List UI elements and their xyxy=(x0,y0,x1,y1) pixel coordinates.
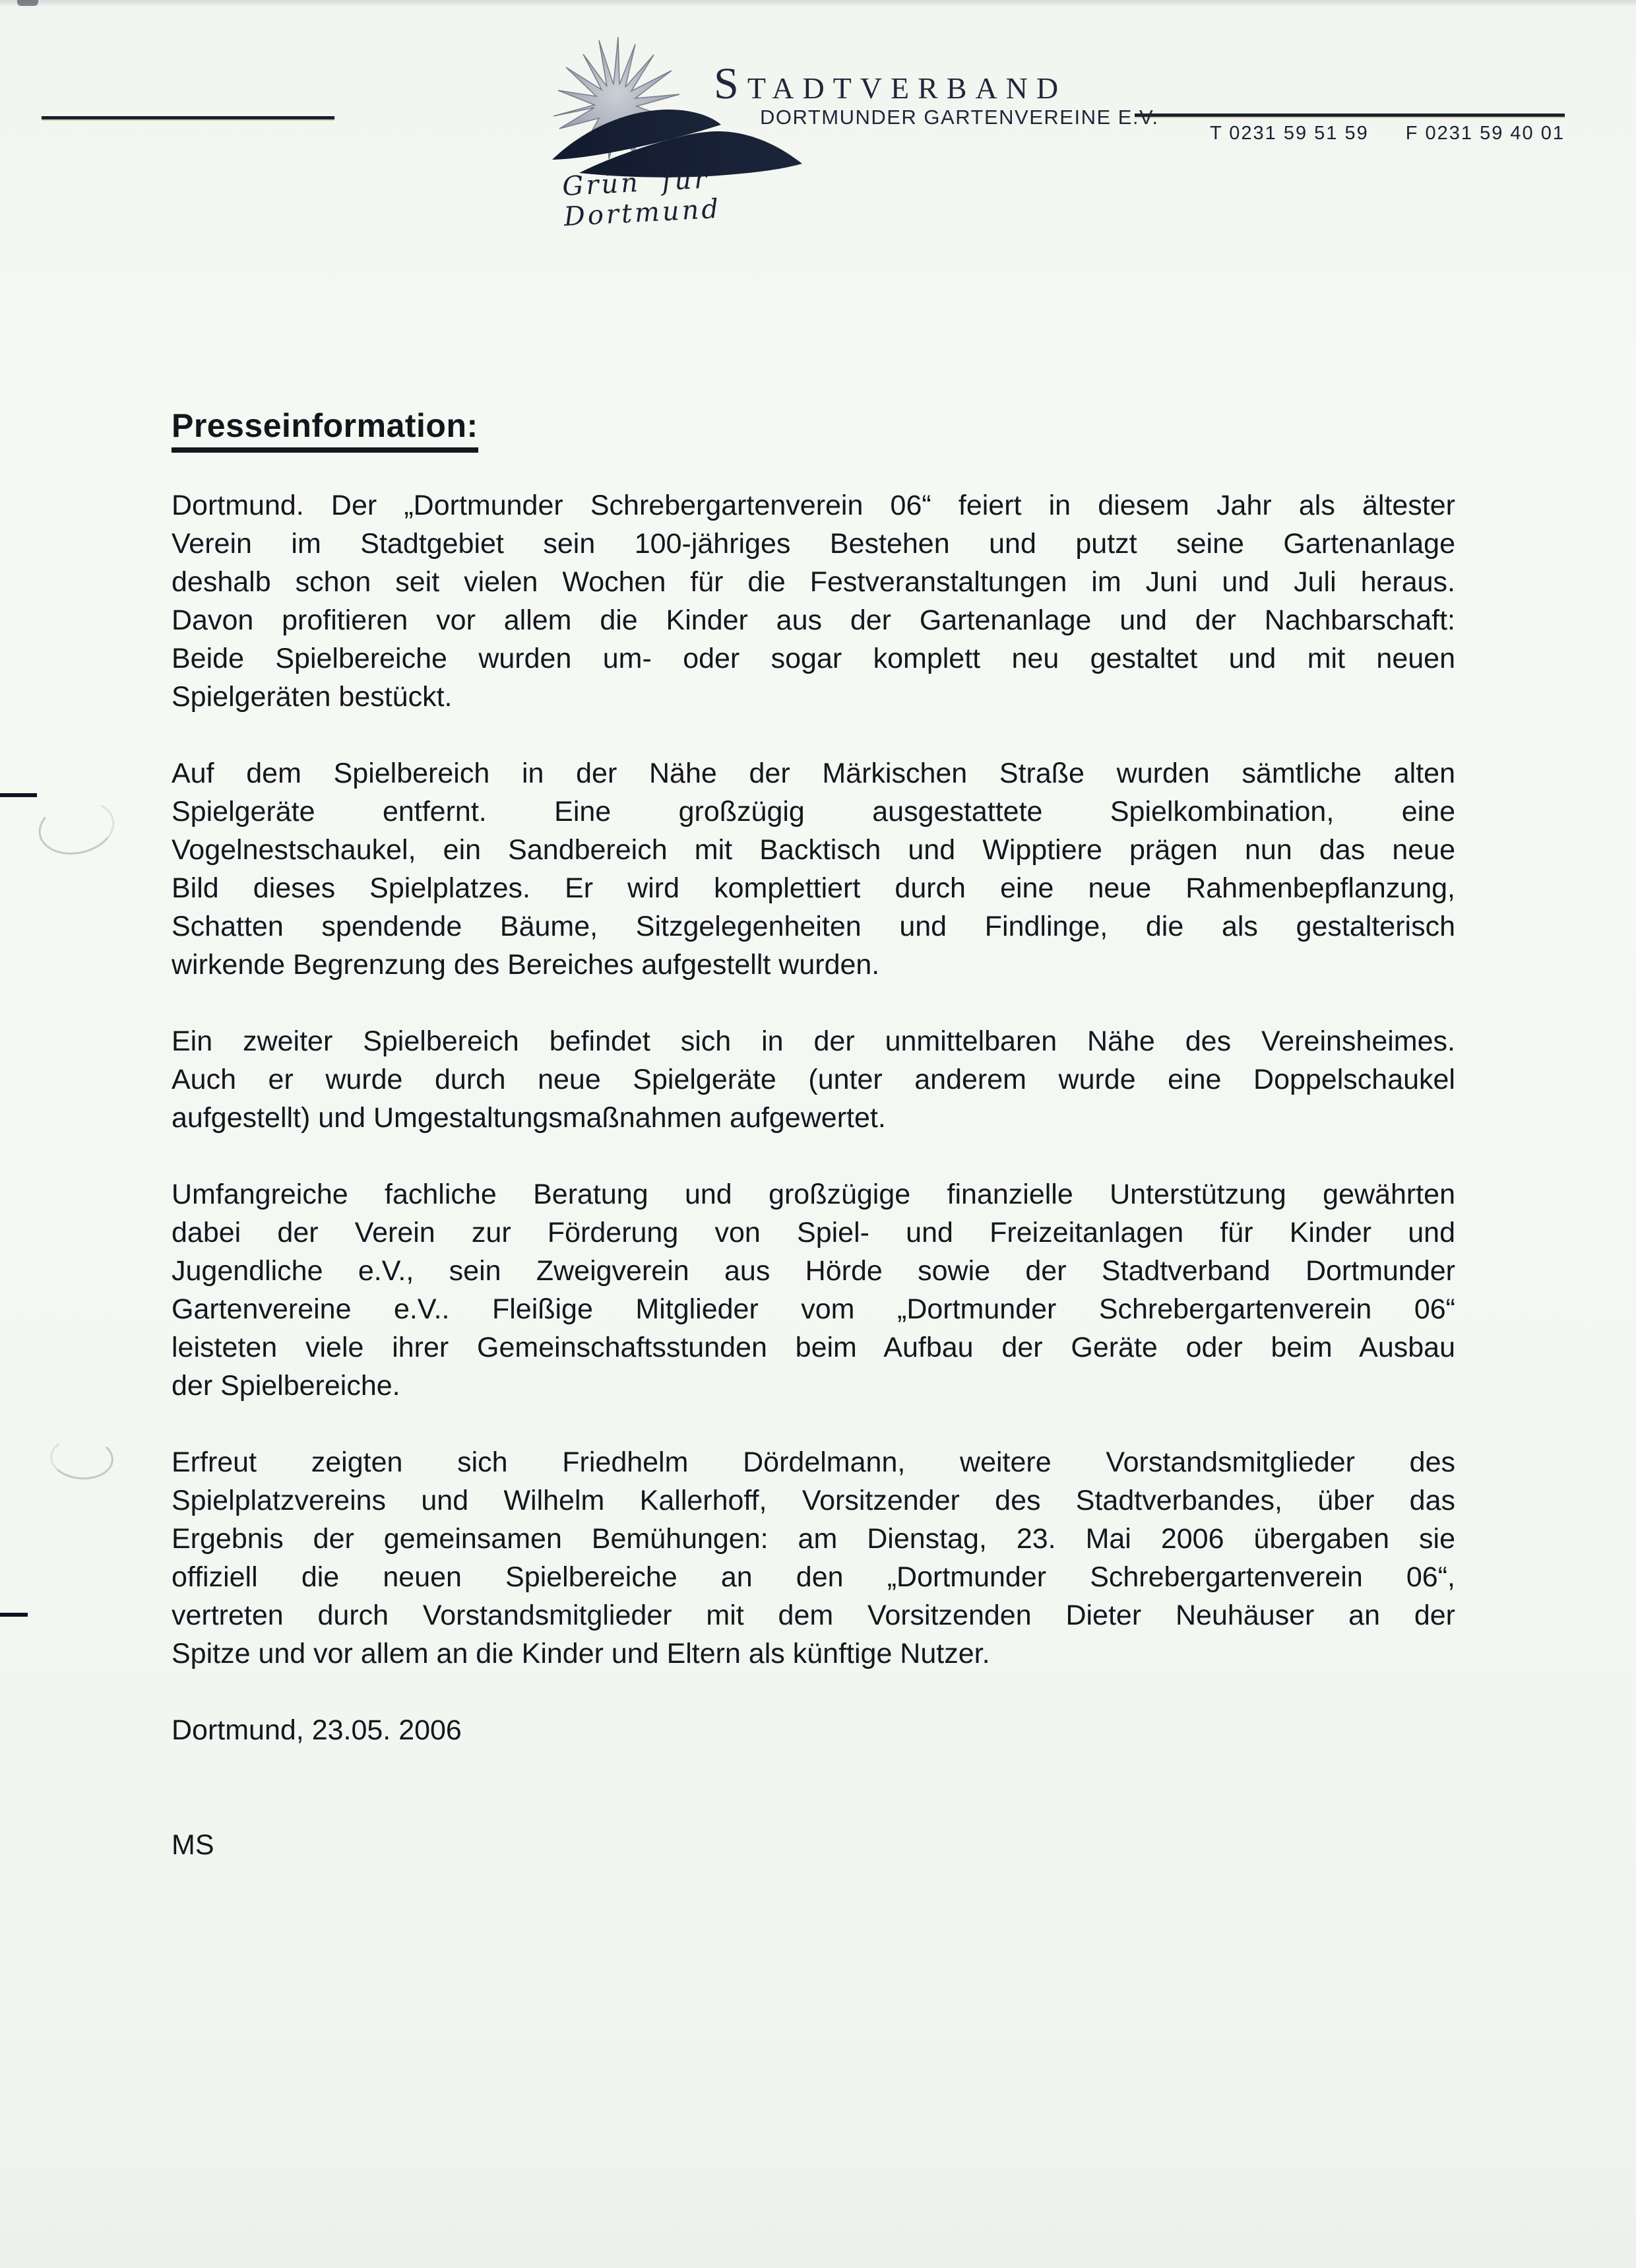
press-paragraph xyxy=(172,1175,1455,1405)
press-line: deshalb schon seit vielen Wochen für die Festveranstaltungen im Juni und Juli heraus. xyxy=(172,566,1455,598)
press-line: Beide Spielbereiche wurden um- oder sogar komplett neu gestaltet und mit neuen xyxy=(172,643,1455,674)
press-line: Vogelnestschaukel, ein Sandbereich mit Backtisch und Wipptiere prägen nun das neue xyxy=(172,834,1455,866)
faint-pen-arc-lower xyxy=(49,1435,115,1482)
org-name: STADTVERBAND xyxy=(714,58,1067,108)
press-line: Umfangreiche fachliche Beratung und großzügige finanzielle Unterstützung gewährten xyxy=(172,1179,1455,1210)
press-body xyxy=(172,486,1455,1864)
press-line: Jugendliche e.V., sein Zweigverein aus Hörde sowie der Stadtverband Dortmunder xyxy=(172,1255,1455,1287)
press-line: Gartenvereine e.V.. Fleißige Mitglieder vom „Dortmunder Schrebergartenverein 06“ xyxy=(172,1293,1455,1325)
fold-mark-lower xyxy=(0,1613,28,1617)
press-line: Auch er wurde durch neue Spielgeräte (unter anderem wurde eine Doppelschaukel xyxy=(172,1064,1455,1095)
scan-artifact-speck xyxy=(17,0,38,6)
org-subtitle: DORTMUNDER GARTENVEREINE E.V. xyxy=(760,106,1159,129)
press-line: Davon profitieren vor allem die Kinder aus der Gartenanlage und der Nachbarschaft: xyxy=(172,604,1455,636)
press-line: Spielplatzvereins und Wilhelm Kallerhoff, Vorsitzender des Stadtverbandes, über das xyxy=(172,1485,1455,1516)
press-line: Schatten spendende Bäume, Sitzgelegenheiten und Findlinge, die als gestalterisch xyxy=(172,911,1455,942)
press-line: Ergebnis der gemeinsamen Bemühungen: am Dienstag, 23. Mai 2006 übergaben sie xyxy=(172,1523,1455,1555)
document-heading: Presseinformation: xyxy=(172,406,478,453)
press-line: Erfreut zeigten sich Friedhelm Dördelmann, weitere Vorstandsmitglieder des xyxy=(172,1446,1455,1478)
faint-pen-arc-upper xyxy=(34,794,119,861)
fax-number: F 0231 59 40 01 xyxy=(1405,123,1565,144)
press-line: Spielgeräte entfernt. Eine großzügig ausgestattete Spielkombination, eine xyxy=(172,796,1455,827)
press-paragraph xyxy=(172,486,1455,716)
header-rule-right xyxy=(1135,113,1565,117)
press-line: Spielgeräten bestückt. xyxy=(172,681,453,713)
typist-initials: MS xyxy=(172,1829,214,1861)
press-paragraph xyxy=(172,1022,1455,1137)
press-line: der Spielbereiche. xyxy=(172,1370,400,1402)
org-tagline: Grün für Dortmund xyxy=(561,164,722,232)
press-line: Bild dieses Spielplatzes. Er wird komplettiert durch eine neue Rahmenbepflanzung, xyxy=(172,872,1455,904)
press-line: Dortmund. Der „Dortmunder Schrebergartenverein 06“ feiert in diesem Jahr als ältester xyxy=(172,490,1455,521)
header-rule-left xyxy=(42,116,334,119)
press-line: dabei der Verein zur Förderung von Spiel- und Freizeitanlagen für Kinder und xyxy=(172,1217,1455,1248)
phone-number: T 0231 59 51 59 xyxy=(1210,123,1369,144)
scan-edge-shadow xyxy=(0,0,1636,7)
press-line: aufgestellt) und Umgestaltungsmaßnahmen aufgewertet. xyxy=(172,1102,886,1134)
press-line: offiziell die neuen Spielbereiche an den „Dortmunder Schrebergartenverein 06“, xyxy=(172,1561,1455,1593)
dateline: Dortmund, 23.05. 2006 xyxy=(172,1714,462,1746)
press-line: Ein zweiter Spielbereich befindet sich in der unmittelbaren Nähe des Vereinsheimes. xyxy=(172,1025,1455,1057)
press-line: vertreten durch Vorstandsmitglieder mit dem Vorsitzenden Dieter Neuhäuser an der xyxy=(172,1600,1455,1631)
press-line: Spitze und vor allem an die Kinder und Eltern als künftige Nutzer. xyxy=(172,1638,990,1669)
press-paragraph xyxy=(172,1443,1455,1673)
fold-mark-upper xyxy=(0,793,37,797)
press-paragraph xyxy=(172,754,1455,984)
press-line: wirkende Begrenzung des Bereiches aufgestellt wurden. xyxy=(172,949,880,981)
press-line: leisteten viele ihrer Gemeinschaftsstunden beim Aufbau der Geräte oder beim Ausbau xyxy=(172,1332,1455,1363)
header-contact xyxy=(1210,123,1565,145)
press-line: Auf dem Spielbereich in der Nähe der Märkischen Straße wurden sämtliche alten xyxy=(172,758,1455,789)
press-line: Verein im Stadtgebiet sein 100-jähriges Bestehen und putzt seine Gartenanlage xyxy=(172,528,1455,560)
